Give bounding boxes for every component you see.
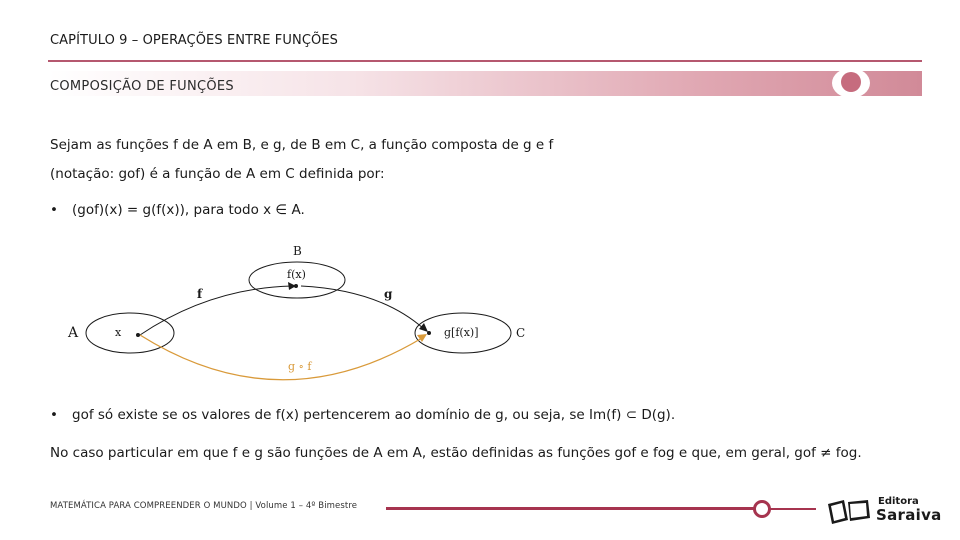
label-x: x [115, 326, 122, 339]
section-title: COMPOSIÇÃO DE FUNÇÕES [50, 79, 234, 94]
label-arrow-g: g [384, 287, 393, 301]
arrow-f [140, 286, 292, 335]
arrow-gof [140, 335, 422, 380]
conclusion-text: No caso particular em que f e g são funções de A em A, estão definidas as funções gof e fog e que, em geral, gof ≠ fog. [50, 445, 862, 461]
arrow-g-head [419, 323, 428, 332]
footer-text: MATEMÁTICA PARA COMPREENDER O MUNDO | Volume 1 – 4º Bimestre [50, 501, 358, 511]
bullet-marker-1: • [50, 202, 58, 218]
bullet-text-1: (gof)(x) = g(f(x)), para todo x ∈ A. [72, 202, 305, 218]
intro-line-2: (notação: gof) é a função de A em C definida por: [50, 166, 385, 182]
point-x [136, 333, 140, 337]
point-fx [294, 284, 298, 288]
book-logo-icon [824, 496, 874, 526]
point-gfx [427, 331, 431, 335]
arrow-g [301, 286, 424, 329]
label-fx: f(x) [287, 268, 306, 281]
label-set-b: B [293, 244, 302, 258]
logo-publisher-name: Saraiva [876, 506, 942, 524]
label-set-c: C [516, 326, 526, 340]
label-gfx: g[f(x)] [444, 326, 479, 339]
bullet-marker-2: • [50, 407, 58, 423]
header-rule [48, 60, 922, 62]
logo-publisher-label: Editora [878, 496, 919, 507]
intro-line-1: Sejam as funções f de A em B, e g, de B em C, a função composta de g e f [50, 137, 554, 153]
label-arrow-f: f [197, 287, 203, 301]
footer-line-end [768, 508, 816, 510]
footer-ring-icon [753, 500, 771, 518]
chapter-title: CAPÍTULO 9 – OPERAÇÕES ENTRE FUNÇÕES [50, 33, 338, 48]
label-arrow-gof: g ∘ f [288, 360, 312, 373]
footer-line [386, 507, 758, 510]
decorative-circle-icon [841, 72, 861, 92]
label-set-a: A [68, 325, 79, 341]
composition-diagram [60, 238, 540, 388]
bullet-text-2: gof só existe se os valores de f(x) pertencerem ao domínio de g, ou seja, se Im(f) ⊂ D(g). [72, 407, 676, 423]
